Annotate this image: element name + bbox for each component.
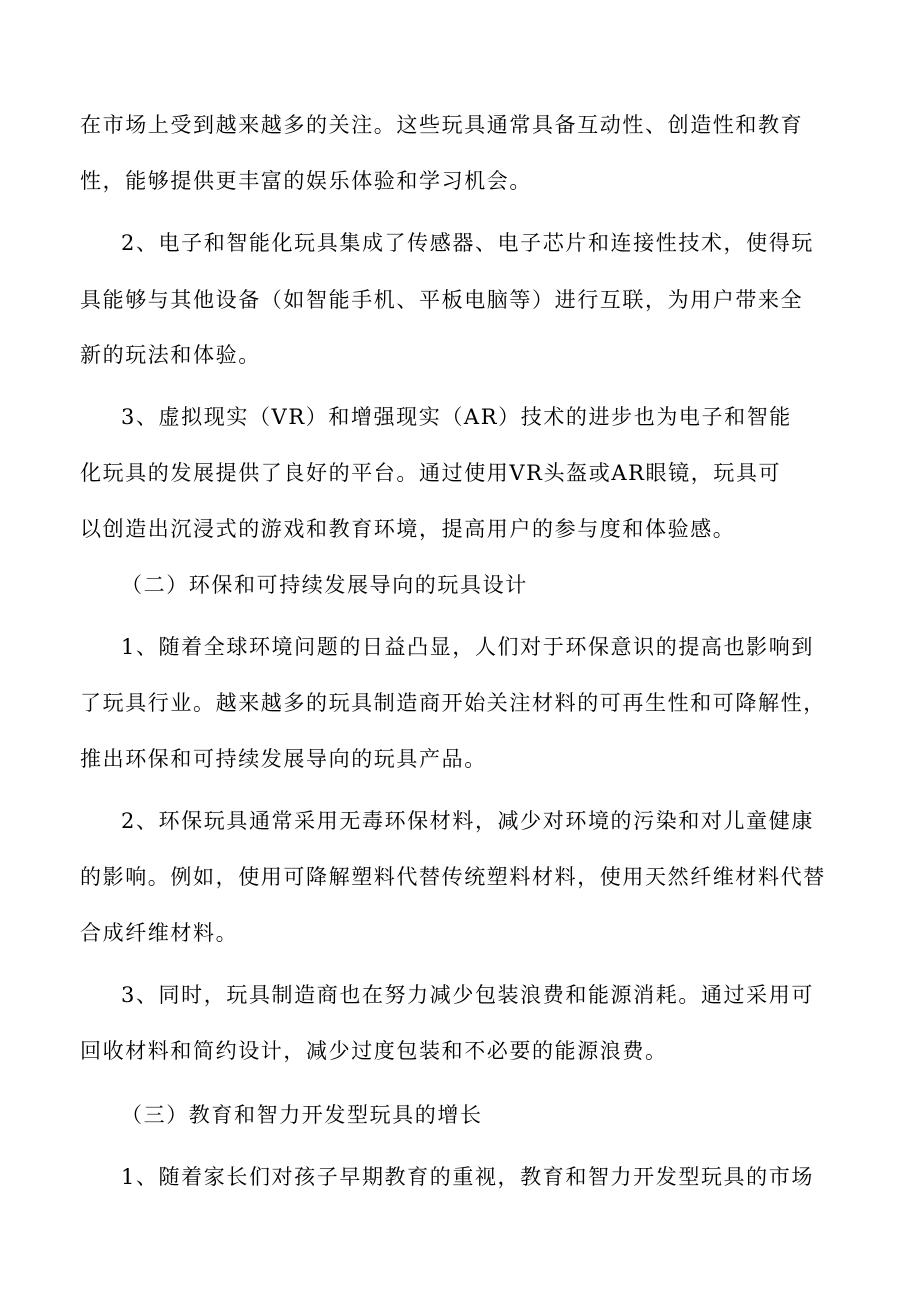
paragraph-line: 在市场上受到越来越多的关注。这些玩具通常具备互动性、创造性和教育: [80, 113, 804, 137]
section-heading: （三）教育和智力开发型玩具的增长: [121, 1103, 483, 1127]
section-heading: （二）环保和可持续发展导向的玩具设计: [121, 573, 528, 597]
paragraph-line: 的影响。例如，使用可降解塑料代替传统塑料材料，使用天然纤维材料代替: [80, 865, 826, 889]
paragraph-line: 性，能够提供更丰富的娱乐体验和学习机会。: [80, 169, 532, 193]
paragraph-line: 3、同时，玩具制造商也在努力减少包装浪费和能源消耗。通过采用可: [121, 983, 814, 1007]
paragraph-line: 1、随着家长们对孩子早期教育的重视，教育和智力开发型玩具的市场: [121, 1165, 814, 1189]
paragraph-line: 3、虚拟现实（VR）和增强现实（AR）技术的进步也为电子和智能: [121, 405, 792, 429]
paragraph-line: 新的玩法和体验。: [80, 343, 261, 367]
paragraph-line: 推出环保和可持续发展导向的玩具产品。: [80, 747, 487, 771]
paragraph-line: 具能够与其他设备（如智能手机、平板电脑等）进行互联，为用户带来全: [80, 288, 804, 312]
paragraph-line: 回收材料和简约设计，减少过度包装和不必要的能源浪费。: [80, 1039, 668, 1063]
paragraph-line: 2、电子和智能化玩具集成了传感器、电子芯片和连接性技术，使得玩: [121, 231, 814, 255]
paragraph-line: 以创造出沉浸式的游戏和教育环境，提高用户的参与度和体验感。: [80, 517, 736, 541]
paragraph-line: 了玩具行业。越来越多的玩具制造商开始关注材料的可再生性和可降解性，: [80, 691, 826, 715]
paragraph-line: 1、随着全球环境问题的日益凸显，人们对于环保意识的提高也影响到: [121, 635, 814, 659]
paragraph-line: 化玩具的发展提供了良好的平台。通过使用VR头盔或AR眼镜，玩具可: [80, 461, 782, 485]
paragraph-line: 合成纤维材料。: [80, 921, 239, 945]
paragraph-line: 2、环保玩具通常采用无毒环保材料，减少对环境的污染和对儿童健康: [121, 809, 814, 833]
